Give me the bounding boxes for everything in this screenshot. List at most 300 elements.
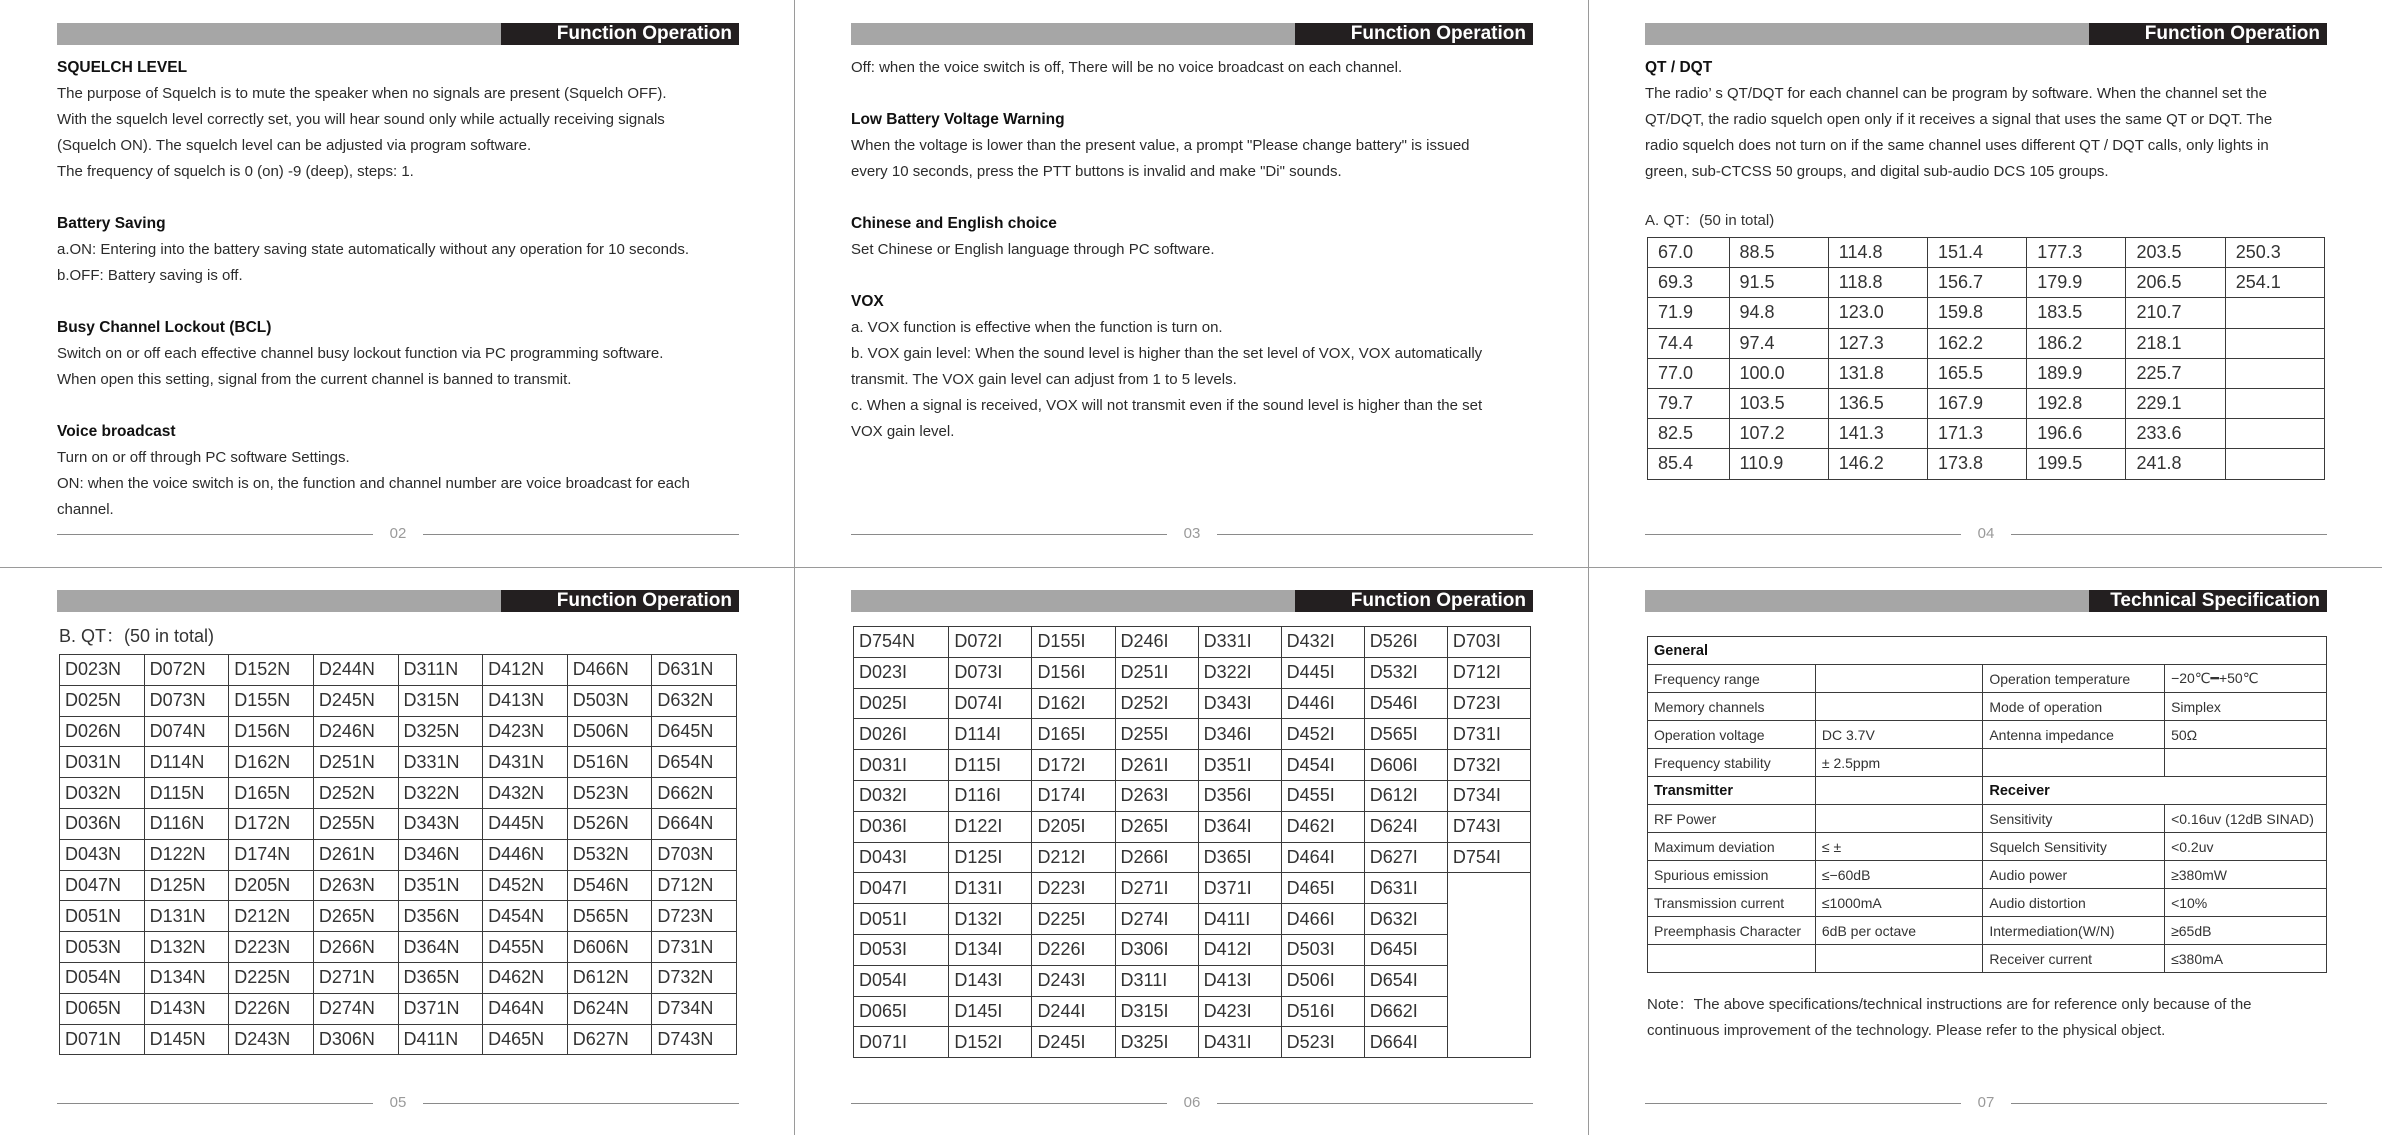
table-cell: 69.3 <box>1648 268 1730 298</box>
table-cell: 118.8 <box>1828 268 1927 298</box>
table-cell: D446N <box>483 839 568 870</box>
table-cell: D351N <box>398 870 483 901</box>
table-cell <box>1648 945 1816 973</box>
table-cell: 210.7 <box>2126 298 2225 328</box>
table-cell: D271I <box>1115 873 1198 904</box>
table-cell: D627N <box>567 1024 652 1055</box>
table-cell: D053N <box>60 932 145 963</box>
text-line: Off: when the voice switch is off, There will be no voice broadcast on each channel. <box>851 59 1403 76</box>
page-number: 04 <box>1977 525 1995 542</box>
table-cell: D662N <box>652 778 737 809</box>
table-row <box>60 778 737 809</box>
table-cell: Antenna impedance <box>1983 721 2165 749</box>
table-cell: D343I <box>1198 688 1281 719</box>
table-cell: D371N <box>398 993 483 1024</box>
table-cell: D315N <box>398 685 483 716</box>
table-cell: D074I <box>949 688 1032 719</box>
table-cell: D325I <box>1115 1027 1198 1058</box>
table-cell: D023I <box>854 657 949 688</box>
table-cell: D664I <box>1364 1027 1447 1058</box>
page-text <box>1645 55 2327 185</box>
table-cell: D432I <box>1281 627 1364 658</box>
table-cell: Memory channels <box>1648 693 1816 721</box>
table-row <box>1648 665 2327 693</box>
table-cell: ± 2.5ppm <box>1815 749 1982 777</box>
spec-note: Note：The above specifications/technical instructions are for reference only because of the continuous improvement of the technology. Please refer to the physical object. <box>1647 996 2252 1039</box>
table-cell: D165N <box>229 778 314 809</box>
blank-line <box>851 263 1533 289</box>
text-line: green, sub-CTCSS 50 groups, and digital sub-audio DCS 105 groups. <box>1645 163 2109 180</box>
table-row <box>1648 238 2325 268</box>
table-cell: D073I <box>949 657 1032 688</box>
page-number-footer <box>1645 523 2327 547</box>
table-cell: D315I <box>1115 996 1198 1027</box>
table-cell: 136.5 <box>1828 388 1927 418</box>
spec-section-row <box>1648 637 2327 665</box>
table-cell: D263I <box>1115 780 1198 811</box>
page-header-bar <box>1645 590 2327 612</box>
table-cell: 165.5 <box>1928 358 2027 388</box>
table-cell: D732I <box>1447 750 1530 781</box>
table-cell: 127.3 <box>1828 328 1927 358</box>
table-row <box>854 996 1531 1027</box>
table-cell: D225I <box>1032 904 1115 935</box>
page-number: 07 <box>1977 1094 1995 1111</box>
dqt-table-title: B. QT：(50 in total) <box>59 626 215 646</box>
table-cell: 171.3 <box>1928 419 2027 449</box>
table-cell: Audio power <box>1983 861 2165 889</box>
table-cell: D265N <box>313 901 398 932</box>
table-cell <box>2225 388 2324 418</box>
table-cell: D411I <box>1198 904 1281 935</box>
table-cell: D023N <box>60 655 145 686</box>
table-cell: D624N <box>567 993 652 1024</box>
table-cell: Operation temperature <box>1983 665 2165 693</box>
table-cell: 123.0 <box>1828 298 1927 328</box>
table-row <box>854 904 1531 935</box>
table-cell: D423N <box>483 716 568 747</box>
table-cell: D165I <box>1032 719 1115 750</box>
table-cell: D712N <box>652 870 737 901</box>
table-cell: 250.3 <box>2225 238 2324 268</box>
table-cell: D226N <box>229 993 314 1024</box>
table-cell: 233.6 <box>2126 419 2225 449</box>
table-cell: −20℃━+50℃ <box>2165 665 2327 693</box>
table-cell: D452I <box>1281 719 1364 750</box>
table-cell: D712I <box>1447 657 1530 688</box>
table-cell: D132I <box>949 904 1032 935</box>
text-line: The radio’ s QT/DQT for each channel can be program by software. When the channel set the <box>1645 85 2267 102</box>
page-number-footer <box>1645 1092 2327 1116</box>
table-cell: D251N <box>313 747 398 778</box>
table-cell: ≥380mW <box>2165 861 2327 889</box>
blank-line <box>851 81 1533 107</box>
table-row <box>854 842 1531 873</box>
table-cell: Frequency range <box>1648 665 1816 693</box>
table-cell: D212N <box>229 901 314 932</box>
table-cell: Receiver current <box>1983 945 2165 973</box>
table-cell: D412I <box>1198 934 1281 965</box>
table-cell: D152I <box>949 1027 1032 1058</box>
table-row <box>854 719 1531 750</box>
table-cell: D455I <box>1281 780 1364 811</box>
table-cell: ≥65dB <box>2165 917 2327 945</box>
table-cell: D155I <box>1032 627 1115 658</box>
table-cell: Spurious emission <box>1648 861 1816 889</box>
table-cell: D516I <box>1281 996 1364 1027</box>
page-header-bar <box>57 590 739 612</box>
table-cell: D065N <box>60 993 145 1024</box>
table-row <box>1648 388 2325 418</box>
table-cell: D411N <box>398 1024 483 1055</box>
table-cell: Transmission current <box>1648 889 1816 917</box>
table-cell: ≤ ± <box>1815 833 1982 861</box>
page-number: 03 <box>1183 525 1201 542</box>
table-cell: D244I <box>1032 996 1115 1027</box>
table-cell: Operation voltage <box>1648 721 1816 749</box>
table-row <box>1648 889 2327 917</box>
table-cell: D754I <box>1447 842 1530 873</box>
table-cell: D731I <box>1447 719 1530 750</box>
table-cell: 199.5 <box>2027 449 2126 479</box>
table-cell: D266N <box>313 932 398 963</box>
table-cell: D356I <box>1198 780 1281 811</box>
table-cell: 162.2 <box>1928 328 2027 358</box>
page-06 <box>851 590 1533 1130</box>
table-cell: D043I <box>854 842 949 873</box>
table-cell: Frequency stability <box>1648 749 1816 777</box>
table-cell: D025I <box>854 688 949 719</box>
text-line: (Squelch ON). The squelch level can be adjusted via program software. <box>57 137 532 154</box>
table-cell: D503I <box>1281 934 1364 965</box>
table-cell: D654N <box>652 747 737 778</box>
table-cell: D506I <box>1281 965 1364 996</box>
table-cell <box>2225 328 2324 358</box>
table-cell: ≤−60dB <box>1815 861 1982 889</box>
table-cell: D311N <box>398 655 483 686</box>
text-line: The frequency of squelch is 0 (on) -9 (deep), steps: 1. <box>57 163 414 180</box>
table-cell: D243I <box>1032 965 1115 996</box>
table-cell: Sensitivity <box>1983 805 2165 833</box>
table-cell: D072I <box>949 627 1032 658</box>
table-cell: D632I <box>1364 904 1447 935</box>
text-line: ON: when the voice switch is on, the function and channel number are voice broadcast for each <box>57 475 690 492</box>
table-cell: D465I <box>1281 873 1364 904</box>
table-row <box>1648 945 2327 973</box>
table-cell: 88.5 <box>1729 238 1828 268</box>
page-header-title: Function Operation <box>501 590 739 612</box>
table-cell: 131.8 <box>1828 358 1927 388</box>
table-cell: D322N <box>398 778 483 809</box>
table-cell: D365N <box>398 962 483 993</box>
table-cell: D466I <box>1281 904 1364 935</box>
table-cell: D065I <box>854 996 949 1027</box>
table-cell: D212I <box>1032 842 1115 873</box>
table-cell: 82.5 <box>1648 419 1730 449</box>
table-cell: D734N <box>652 993 737 1024</box>
table-cell: D624I <box>1364 811 1447 842</box>
table-cell: Squelch Sensitivity <box>1983 833 2165 861</box>
table-cell: D125I <box>949 842 1032 873</box>
text-line: Set Chinese or English language through PC software. <box>851 241 1215 258</box>
table-cell: D516N <box>567 747 652 778</box>
table-cell: 241.8 <box>2126 449 2225 479</box>
table-cell: 77.0 <box>1648 358 1730 388</box>
table-cell: D134N <box>144 962 229 993</box>
page-number-footer <box>57 1092 739 1116</box>
table-cell: 151.4 <box>1928 238 2027 268</box>
blank-line <box>57 393 739 419</box>
page-number-footer <box>851 523 1533 547</box>
table-cell: D445N <box>483 808 568 839</box>
table-cell: D432N <box>483 778 568 809</box>
table-cell: D245I <box>1032 1027 1115 1058</box>
table-row <box>1648 721 2327 749</box>
table-cell: D115I <box>949 750 1032 781</box>
table-cell: 206.5 <box>2126 268 2225 298</box>
table-cell <box>1815 805 1982 833</box>
section-heading: VOX <box>851 293 884 310</box>
table-cell: D754N <box>854 627 949 658</box>
table-cell: D523N <box>567 778 652 809</box>
table-cell: D723N <box>652 901 737 932</box>
table-cell: D523I <box>1281 1027 1364 1058</box>
table-cell: D174N <box>229 839 314 870</box>
table-cell: 225.7 <box>2126 358 2225 388</box>
table-cell: D503N <box>567 685 652 716</box>
table-cell: D465N <box>483 1024 568 1055</box>
table-cell: D662I <box>1364 996 1447 1027</box>
page-03 <box>851 23 1533 563</box>
table-row <box>60 1024 737 1055</box>
table-row <box>1648 449 2325 479</box>
table-cell: D134I <box>949 934 1032 965</box>
page-header-title: Function Operation <box>501 23 739 45</box>
table-cell: D506N <box>567 716 652 747</box>
table-row <box>60 901 737 932</box>
table-cell: D631N <box>652 655 737 686</box>
table-cell: D156I <box>1032 657 1115 688</box>
table-cell: D365I <box>1198 842 1281 873</box>
table-cell <box>1815 945 1982 973</box>
section-heading: Battery Saving <box>57 215 166 232</box>
table-cell: D152N <box>229 655 314 686</box>
table-row <box>1648 268 2325 298</box>
table-cell: D051N <box>60 901 145 932</box>
table-cell: 167.9 <box>1928 388 2027 418</box>
spec-section-heading: General <box>1648 637 2327 665</box>
table-cell <box>1815 777 1982 805</box>
blank-line <box>57 185 739 211</box>
table-cell: ≤1000mA <box>1815 889 1982 917</box>
table-cell: D205N <box>229 870 314 901</box>
table-row <box>60 932 737 963</box>
table-cell: D271N <box>313 962 398 993</box>
table-cell: D025N <box>60 685 145 716</box>
table-row <box>60 870 737 901</box>
table-cell: D162I <box>1032 688 1115 719</box>
table-cell: 192.8 <box>2027 388 2126 418</box>
table-cell: 146.2 <box>1828 449 1927 479</box>
section-heading: Voice broadcast <box>57 423 176 440</box>
table-cell <box>2225 358 2324 388</box>
dcs-n-table <box>59 654 737 1055</box>
table-cell: 159.8 <box>1928 298 2027 328</box>
text-line: The purpose of Squelch is to mute the speaker when no signals are present (Squelch OFF). <box>57 85 667 102</box>
table-cell: D532I <box>1364 657 1447 688</box>
table-cell: D322I <box>1198 657 1281 688</box>
text-line: every 10 seconds, press the PTT buttons is invalid and make "Di" sounds. <box>851 163 1342 180</box>
table-cell <box>1815 693 1982 721</box>
table-cell: D223I <box>1032 873 1115 904</box>
table-cell: 91.5 <box>1729 268 1828 298</box>
table-row <box>854 873 1531 904</box>
table-cell: D413I <box>1198 965 1281 996</box>
table-cell: Mode of operation <box>1983 693 2165 721</box>
page-header-bar <box>57 23 739 45</box>
table-cell: 141.3 <box>1828 419 1927 449</box>
table-cell: D043N <box>60 839 145 870</box>
table-cell: D116I <box>949 780 1032 811</box>
table-cell: D172I <box>1032 750 1115 781</box>
table-row <box>60 962 737 993</box>
table-cell: D115N <box>144 778 229 809</box>
table-cell: D047I <box>854 873 949 904</box>
blank-line <box>851 185 1533 211</box>
section-heading: QT / DQT <box>1645 59 1713 76</box>
table-cell: D306N <box>313 1024 398 1055</box>
table-cell: D032I <box>854 780 949 811</box>
table-cell: D132N <box>144 932 229 963</box>
table-cell: D452N <box>483 870 568 901</box>
spec-section-heading: Transmitter <box>1648 777 1816 805</box>
table-cell: D325N <box>398 716 483 747</box>
page-divider-horizontal <box>0 567 2382 568</box>
blank-line <box>57 289 739 315</box>
text-line: c. When a signal is received, VOX will not transmit even if the sound level is higher than the set <box>851 397 1483 414</box>
table-cell: Audio distortion <box>1983 889 2165 917</box>
table-cell: 173.8 <box>1928 449 2027 479</box>
table-cell: D071I <box>854 1027 949 1058</box>
table-cell: D343N <box>398 808 483 839</box>
text-line: QT/DQT, the radio squelch open only if it receives a signal that uses the same QT or DQT. The <box>1645 111 2273 128</box>
table-cell: D413N <box>483 685 568 716</box>
table-row <box>854 657 1531 688</box>
table-cell: 100.0 <box>1729 358 1828 388</box>
table-cell: D255N <box>313 808 398 839</box>
table-cell: D174I <box>1032 780 1115 811</box>
text-line: a.ON: Entering into the battery saving state automatically without any operation for 10 seconds. <box>57 241 690 258</box>
page-header-bar <box>1645 23 2327 45</box>
table-cell: D743I <box>1447 811 1530 842</box>
table-cell: D371I <box>1198 873 1281 904</box>
table-cell: D351I <box>1198 750 1281 781</box>
table-row <box>60 747 737 778</box>
table-row <box>1648 861 2327 889</box>
page-header-bar <box>851 23 1533 45</box>
table-cell: D364I <box>1198 811 1281 842</box>
table-cell: D143I <box>949 965 1032 996</box>
page-header-title: Technical Specification <box>2089 590 2327 612</box>
table-cell: D331N <box>398 747 483 778</box>
table-cell: 97.4 <box>1729 328 1828 358</box>
text-line: b.OFF: Battery saving is off. <box>57 267 243 284</box>
table-cell: D466N <box>567 655 652 686</box>
table-cell: Preemphasis Character <box>1648 917 1816 945</box>
table-row <box>1648 419 2325 449</box>
text-line: channel. <box>57 501 114 518</box>
table-cell: D423I <box>1198 996 1281 1027</box>
table-cell: 50Ω <box>2165 721 2327 749</box>
table-cell: Maximum deviation <box>1648 833 1816 861</box>
text-line: a. VOX function is effective when the function is turn on. <box>851 319 1223 336</box>
table-cell: D162N <box>229 747 314 778</box>
page-number: 06 <box>1183 1094 1201 1111</box>
table-cell: 110.9 <box>1729 449 1828 479</box>
page-text <box>851 55 1533 445</box>
table-cell: D252N <box>313 778 398 809</box>
table-cell: D364N <box>398 932 483 963</box>
page-header-title: Function Operation <box>1295 23 1533 45</box>
table-row <box>60 685 737 716</box>
page-02 <box>57 23 739 563</box>
text-line: Switch on or off each effective channel busy lockout function via PC programming software. <box>57 345 664 362</box>
table-cell: <10% <box>2165 889 2327 917</box>
spec-section-heading: Receiver <box>1983 777 2327 805</box>
table-cell: D306I <box>1115 934 1198 965</box>
qt-table <box>1647 237 2325 480</box>
table-cell: D054I <box>854 965 949 996</box>
table-row <box>854 811 1531 842</box>
page-header-bar <box>851 590 1533 612</box>
table-cell: D664N <box>652 808 737 839</box>
table-cell: D346I <box>1198 719 1281 750</box>
text-line: VOX gain level. <box>851 423 955 440</box>
table-cell: D462N <box>483 962 568 993</box>
table-cell: D464N <box>483 993 568 1024</box>
table-cell: 186.2 <box>2027 328 2126 358</box>
table-cell: D723I <box>1447 688 1530 719</box>
table-cell: 196.6 <box>2027 419 2126 449</box>
table-row <box>1648 917 2327 945</box>
page-number: 02 <box>389 525 407 542</box>
section-heading: Chinese and English choice <box>851 215 1057 232</box>
page-number-footer <box>57 523 739 547</box>
table-cell: D172N <box>229 808 314 839</box>
table-cell: D131N <box>144 901 229 932</box>
table-cell: D546N <box>567 870 652 901</box>
table-cell: 229.1 <box>2126 388 2225 418</box>
table-cell: D464I <box>1281 842 1364 873</box>
text-line: With the squelch level correctly set, you will hear sound only while actually receiving signals <box>57 111 665 128</box>
page-header-title: Function Operation <box>1295 590 1533 612</box>
table-cell: 79.7 <box>1648 388 1730 418</box>
table-cell: D645N <box>652 716 737 747</box>
table-cell: 71.9 <box>1648 298 1730 328</box>
table-row <box>854 627 1531 658</box>
table-cell: D246I <box>1115 627 1198 658</box>
page-text <box>57 55 739 523</box>
table-cell: D036N <box>60 808 145 839</box>
table-cell: ≤380mA <box>2165 945 2327 973</box>
table-cell: 254.1 <box>2225 268 2324 298</box>
table-cell: D455N <box>483 932 568 963</box>
table-cell: 156.7 <box>1928 268 2027 298</box>
table-cell: D654I <box>1364 965 1447 996</box>
section-heading: Busy Channel Lockout (BCL) <box>57 319 272 336</box>
table-cell: 203.5 <box>2126 238 2225 268</box>
table-cell: D356N <box>398 901 483 932</box>
